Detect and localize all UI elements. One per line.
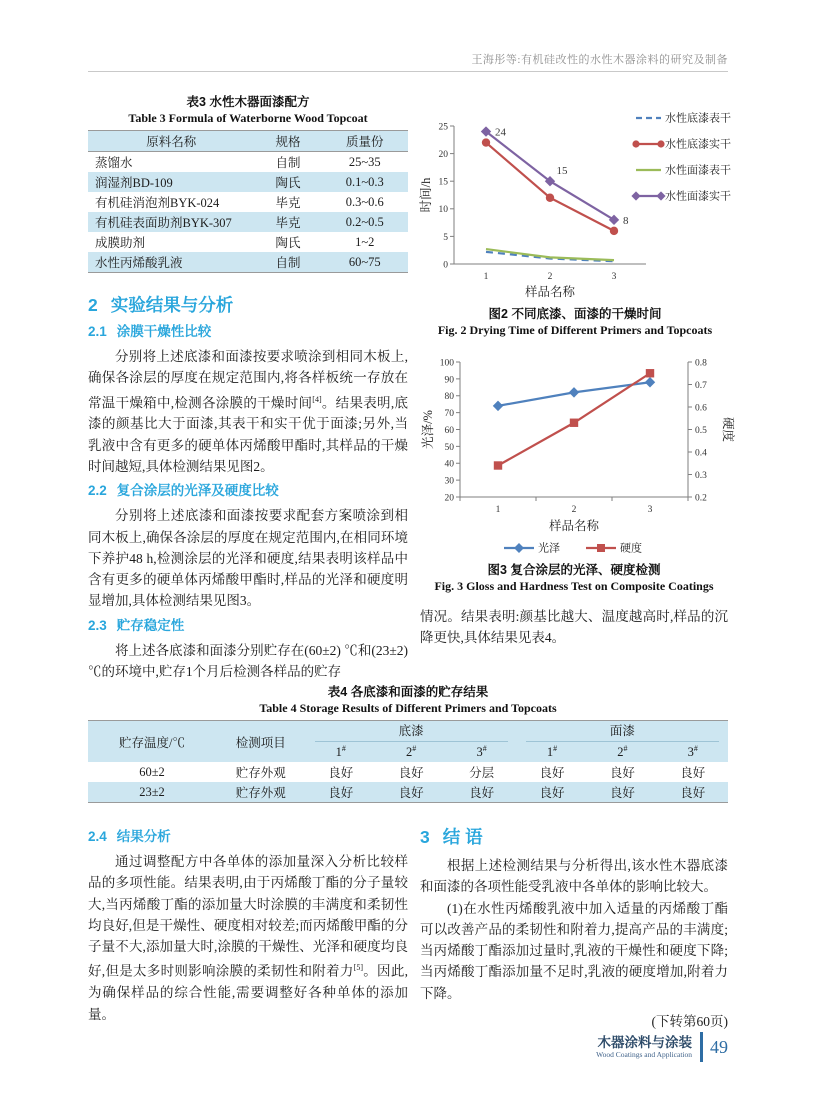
table3-cell: 自制 <box>254 252 321 273</box>
table3-cell: 蒸馏水 <box>95 156 133 170</box>
table3-header-cell: 原料名称 <box>88 131 254 152</box>
section-2-2-heading <box>88 482 408 500</box>
section-2-3-paragraph: 将上述各底漆和面漆分别贮存在(60±2) ℃和(23±2) ℃的环境中,贮存1个月后检测各样品的贮存 <box>88 642 408 680</box>
table3-header-cell: 规格 <box>254 131 321 152</box>
table4-result-cell: 良好 <box>680 766 706 780</box>
table3-row <box>88 192 408 212</box>
section-2-3-continuation-column <box>420 606 728 649</box>
x-axis-title: 样品名称 <box>548 519 600 533</box>
y-tick-label: 100 <box>439 358 454 369</box>
table4-result-cell: 良好 <box>398 766 424 780</box>
citation-ref: [5] <box>353 963 363 973</box>
sample-number-sup: # <box>693 743 698 753</box>
table3-row <box>88 252 408 273</box>
y-tick-label: 90 <box>444 375 454 386</box>
table3-row <box>88 232 408 252</box>
table3-cell: 60~75 <box>322 252 408 273</box>
section-2-1-heading <box>88 323 408 341</box>
data-point <box>645 377 655 387</box>
sample-number-sup: # <box>482 743 487 753</box>
data-point <box>546 194 554 202</box>
table4-result-cell: 良好 <box>517 782 587 803</box>
table4-item-cell: 贮存外观 <box>235 766 286 780</box>
table4-header-temp: 贮存温度/℃ <box>88 721 216 763</box>
table4-group-topcoat: 面漆 <box>517 721 728 743</box>
table4-result-cell: 良好 <box>658 782 728 803</box>
table4 <box>88 720 728 803</box>
data-point <box>493 401 503 411</box>
table3-cell: 毕克 <box>254 212 321 232</box>
y-tick-label: 40 <box>444 459 454 470</box>
y-tick-label: 20 <box>438 150 448 160</box>
x-axis-title: 样品名称 <box>524 285 576 299</box>
fig2-block <box>420 92 730 338</box>
y-tick-label: 0 <box>443 260 448 271</box>
journal-name-zh: 木器涂料与涂装 <box>597 1035 692 1050</box>
table4-result-cell: 良好 <box>376 782 446 803</box>
section-2-1-title: 涂膜干燥性比较 <box>116 324 212 339</box>
table4-result-cell: 良好 <box>306 782 376 803</box>
section-2-2-title: 复合涂层的光泽及硬度比较 <box>116 483 279 499</box>
table3-cell: 润湿剂BD-109 <box>88 172 254 192</box>
legend-label: 水性底漆表干 <box>665 112 731 125</box>
table4-temp-cell: 23±2 <box>88 782 216 803</box>
legend-label: 水性面漆实干 <box>665 190 731 203</box>
data-point <box>494 461 502 469</box>
y-tick-label: 50 <box>444 442 454 453</box>
table3-header-cell: 质量份 <box>322 131 408 152</box>
table4-result-cell: 分层 <box>469 766 495 780</box>
table4-sample-header: 1# <box>517 742 587 762</box>
table4-result-cell: 良好 <box>539 766 565 780</box>
section-3-number: 3 <box>420 827 430 847</box>
table3-cell: 0.1~0.3 <box>322 172 408 192</box>
x-tick-label: 1 <box>483 272 489 282</box>
table3-cell: 1~2 <box>355 234 375 249</box>
table3-cell: 毕克 <box>275 196 301 210</box>
data-point <box>657 140 664 147</box>
y-tick-label: 60 <box>444 425 454 436</box>
table3-block <box>88 92 408 273</box>
y-tick-label: 30 <box>444 476 454 487</box>
section-2-4-paragraph: 通过调整配方中各单体的添加量深入分析比较样品的多项性能。结果表明,由于丙烯酸丁酯的分子量较大,当丙烯酸丁酯的添加量大时涂膜的丰满度和柔韧性均良好,但是干燥性、硬度相对较差;而丙烯酸甲酯的分子量不大,添加量大时,涂膜的干燥性、光泽和硬度均良好,但是太多时则影响涂膜的柔韧性和附着力[5]。因此,为确保样品的综合性能,需要调整好各种单体的添加量。 <box>88 854 409 1022</box>
section-2-title: 实验结果与分析 <box>110 295 234 315</box>
table4-sample-header: 3# <box>658 742 728 762</box>
y2-tick-label: 0.8 <box>695 358 707 369</box>
legend-label: 光泽 <box>538 542 560 555</box>
section-3-title: 结 语 <box>442 827 483 847</box>
table3-title-en: Table 3 Formula of Waterborne Wood Topcoat <box>128 111 368 125</box>
data-label: 15 <box>556 165 568 178</box>
footer-divider-bar <box>700 1032 703 1062</box>
table3-row <box>88 152 408 173</box>
section-2-1-number: 2.1 <box>88 324 107 339</box>
table4-result-cell: 良好 <box>587 782 657 803</box>
table4-row <box>88 762 728 782</box>
table3-header-row <box>88 131 408 152</box>
y2-tick-label: 0.2 <box>695 493 707 504</box>
section-2-4-title: 结果分析 <box>116 829 171 844</box>
table4-block <box>88 682 728 803</box>
series-line <box>486 143 614 231</box>
data-point <box>597 544 605 552</box>
section-2-3-title: 贮存稳定性 <box>116 617 185 633</box>
table4-result-cell: 良好 <box>609 766 635 780</box>
journal-name-en: Wood Coatings and Application <box>596 1050 692 1059</box>
fig3-caption-zh: 图3 复合涂层的光泽、硬度检测 <box>487 563 661 577</box>
running-head: 王海彤等:有机硅改性的水性木器涂料的研究及制备 <box>471 54 728 66</box>
data-point <box>482 138 490 146</box>
table3-cell: 0.2~0.5 <box>322 212 408 232</box>
table3-cell: 陶氏 <box>275 236 301 250</box>
table4-sample-header: 2# <box>587 742 657 762</box>
sample-number-sup: # <box>623 743 628 753</box>
sample-number-sup: # <box>553 743 558 753</box>
data-point <box>631 191 640 200</box>
table3-cell: 成膜助剂 <box>95 236 146 250</box>
section-2-4-number: 2.4 <box>88 829 107 844</box>
data-point <box>646 369 654 377</box>
fig2-chart <box>420 92 730 302</box>
table4-title-zh: 表4 各底漆和面漆的贮存结果 <box>327 685 489 699</box>
sample-number-sup: # <box>412 743 417 753</box>
section-2-3-heading <box>88 617 408 635</box>
section-3-heading <box>420 826 728 848</box>
table3-cell: 25~35 <box>348 154 381 169</box>
continued-on-page-note: (下转第60页) <box>651 1014 728 1030</box>
section-2-2-number: 2.2 <box>88 483 107 499</box>
x-tick-label: 2 <box>571 505 577 515</box>
y-tick-label: 15 <box>438 177 448 188</box>
series-line <box>486 132 614 220</box>
x-tick-label: 2 <box>547 272 553 282</box>
fig2-caption-zh: 图2 不同底漆、面漆的干燥时间 <box>488 307 662 321</box>
y2-axis-title: 硬度 <box>721 416 735 443</box>
table3-cell: 有机硅消泡剂BYK-024 <box>95 196 220 210</box>
data-label: 24 <box>495 126 506 139</box>
table4-temp-cell: 60±2 <box>139 764 165 779</box>
y2-tick-label: 0.5 <box>695 425 707 436</box>
table3-cell: 自制 <box>275 156 301 170</box>
sample-number-sup: # <box>341 743 346 753</box>
data-point <box>569 387 579 397</box>
section-3-paragraph-2: (1)在水性丙烯酸乳液中加入适量的丙烯酸丁酯可以改善产品的柔韧性和附着力,提高产品的丰满度;当丙烯酸丁酯添加过量时,乳液的干燥性和硬度下降;当丙烯酸丁酯添加量不足时,乳液的硬度增加,附着力下降。 <box>420 900 728 1001</box>
table3 <box>88 130 408 273</box>
table4-group-primer: 底漆 <box>306 721 517 743</box>
y-tick-label: 20 <box>444 493 454 504</box>
section-2-3-number: 2.3 <box>88 617 107 633</box>
y-tick-label: 25 <box>438 122 448 133</box>
fig3-block <box>420 350 735 594</box>
header-rule <box>88 71 728 72</box>
legend-label: 水性面漆表干 <box>665 164 731 177</box>
table3-row <box>88 212 408 232</box>
table4-header-row-1 <box>88 721 728 743</box>
data-point <box>610 227 618 235</box>
legend-label: 硬度 <box>620 542 642 555</box>
fig2-caption-en: Fig. 2 Drying Time of Different Primers and Topcoats <box>437 323 713 337</box>
y-tick-label: 5 <box>443 232 448 243</box>
y2-tick-label: 0.3 <box>695 470 707 481</box>
section-2-3-continuation: 情况。结果表明:颜基比越大、温度越高时,样品的沉降更快,具体结果见表4。 <box>420 609 728 646</box>
y-axis-title: 光泽/% <box>421 410 435 449</box>
page-footer <box>88 1032 728 1062</box>
x-tick-label: 1 <box>495 505 501 515</box>
table4-result-cell: 良好 <box>328 766 354 780</box>
section-2-number: 2 <box>88 295 98 315</box>
section-2-column <box>88 294 408 682</box>
section-2-1-paragraph: 分别将上述底漆和面漆按要求喷涂到相同木板上,确保各涂层的厚度在规定范围内,将各样板统一存放在常温干燥箱中,检测各涂膜的干燥时间[4]。结果表明,底漆的颜基比大于面漆,其表干和实干优于面漆;另外,当乳液中含有更多的硬单体丙烯酸甲酯时,其样品的干燥时间越短,具体检测结果见图2。 <box>88 349 409 474</box>
table3-row <box>88 172 408 192</box>
page-number: 49 <box>710 1036 728 1057</box>
table3-title-zh: 表3 水性木器面漆配方 <box>186 95 310 109</box>
fig3-caption-en: Fig. 3 Gloss and Hardness Test on Composite Coatings <box>434 579 714 593</box>
citation-ref: [4] <box>312 394 322 404</box>
data-point <box>514 543 524 553</box>
section-2-4-column <box>88 828 408 1025</box>
y2-tick-label: 0.6 <box>695 403 707 414</box>
data-label: 8 <box>623 214 629 227</box>
y-tick-label: 80 <box>444 392 454 403</box>
table3-cell: 0.3~0.6 <box>345 194 384 209</box>
table4-title-en: Table 4 Storage Results of Different Primers and Topcoats <box>259 701 557 715</box>
journal-name <box>596 1035 692 1059</box>
section-2-heading <box>88 294 408 316</box>
table4-result-cell: 良好 <box>446 782 516 803</box>
table4-row <box>88 782 728 803</box>
section-2-4-heading <box>88 828 408 846</box>
data-point <box>570 419 578 427</box>
fig3-chart <box>420 350 735 558</box>
section-2-2-paragraph: 分别将上述底漆和面漆按要求配套方案喷涂到相同木板上,确保各涂层的厚度在规定范围内,在相同环境下养护48 h,检测涂层的光泽和硬度,结果表明该样品中含有更多的硬单体丙烯酸甲酯时,样品的光泽和硬度明显增加,具体检测结果见图3。 <box>88 508 408 609</box>
data-point <box>632 140 639 147</box>
section-3-paragraph-1: 根据上述检测结果与分析得出,该水性木器底漆和面漆的各项性能受乳液中各单体的影响比较大。 <box>420 858 728 895</box>
data-point <box>609 215 619 225</box>
y2-tick-label: 0.4 <box>695 448 707 459</box>
table3-cell: 水性丙烯酸乳液 <box>88 252 254 273</box>
table4-sample-header: 2# <box>376 742 446 762</box>
table4-item-cell: 贮存外观 <box>216 782 306 803</box>
table4-sample-header: 3# <box>446 742 516 762</box>
section-3-column <box>420 826 728 1030</box>
y-axis-title: 时间/h <box>419 177 433 213</box>
legend-label: 水性底漆实干 <box>665 138 731 151</box>
x-tick-label: 3 <box>611 272 617 282</box>
y-tick-label: 10 <box>438 205 448 216</box>
table4-sample-header: 1# <box>306 742 376 762</box>
table3-cell: 陶氏 <box>254 172 321 192</box>
x-tick-label: 3 <box>647 505 653 515</box>
y2-tick-label: 0.7 <box>695 380 707 391</box>
y-tick-label: 70 <box>444 409 454 420</box>
table4-header-item: 检测项目 <box>216 721 306 763</box>
table3-cell: 有机硅表面助剂BYK-307 <box>88 212 254 232</box>
